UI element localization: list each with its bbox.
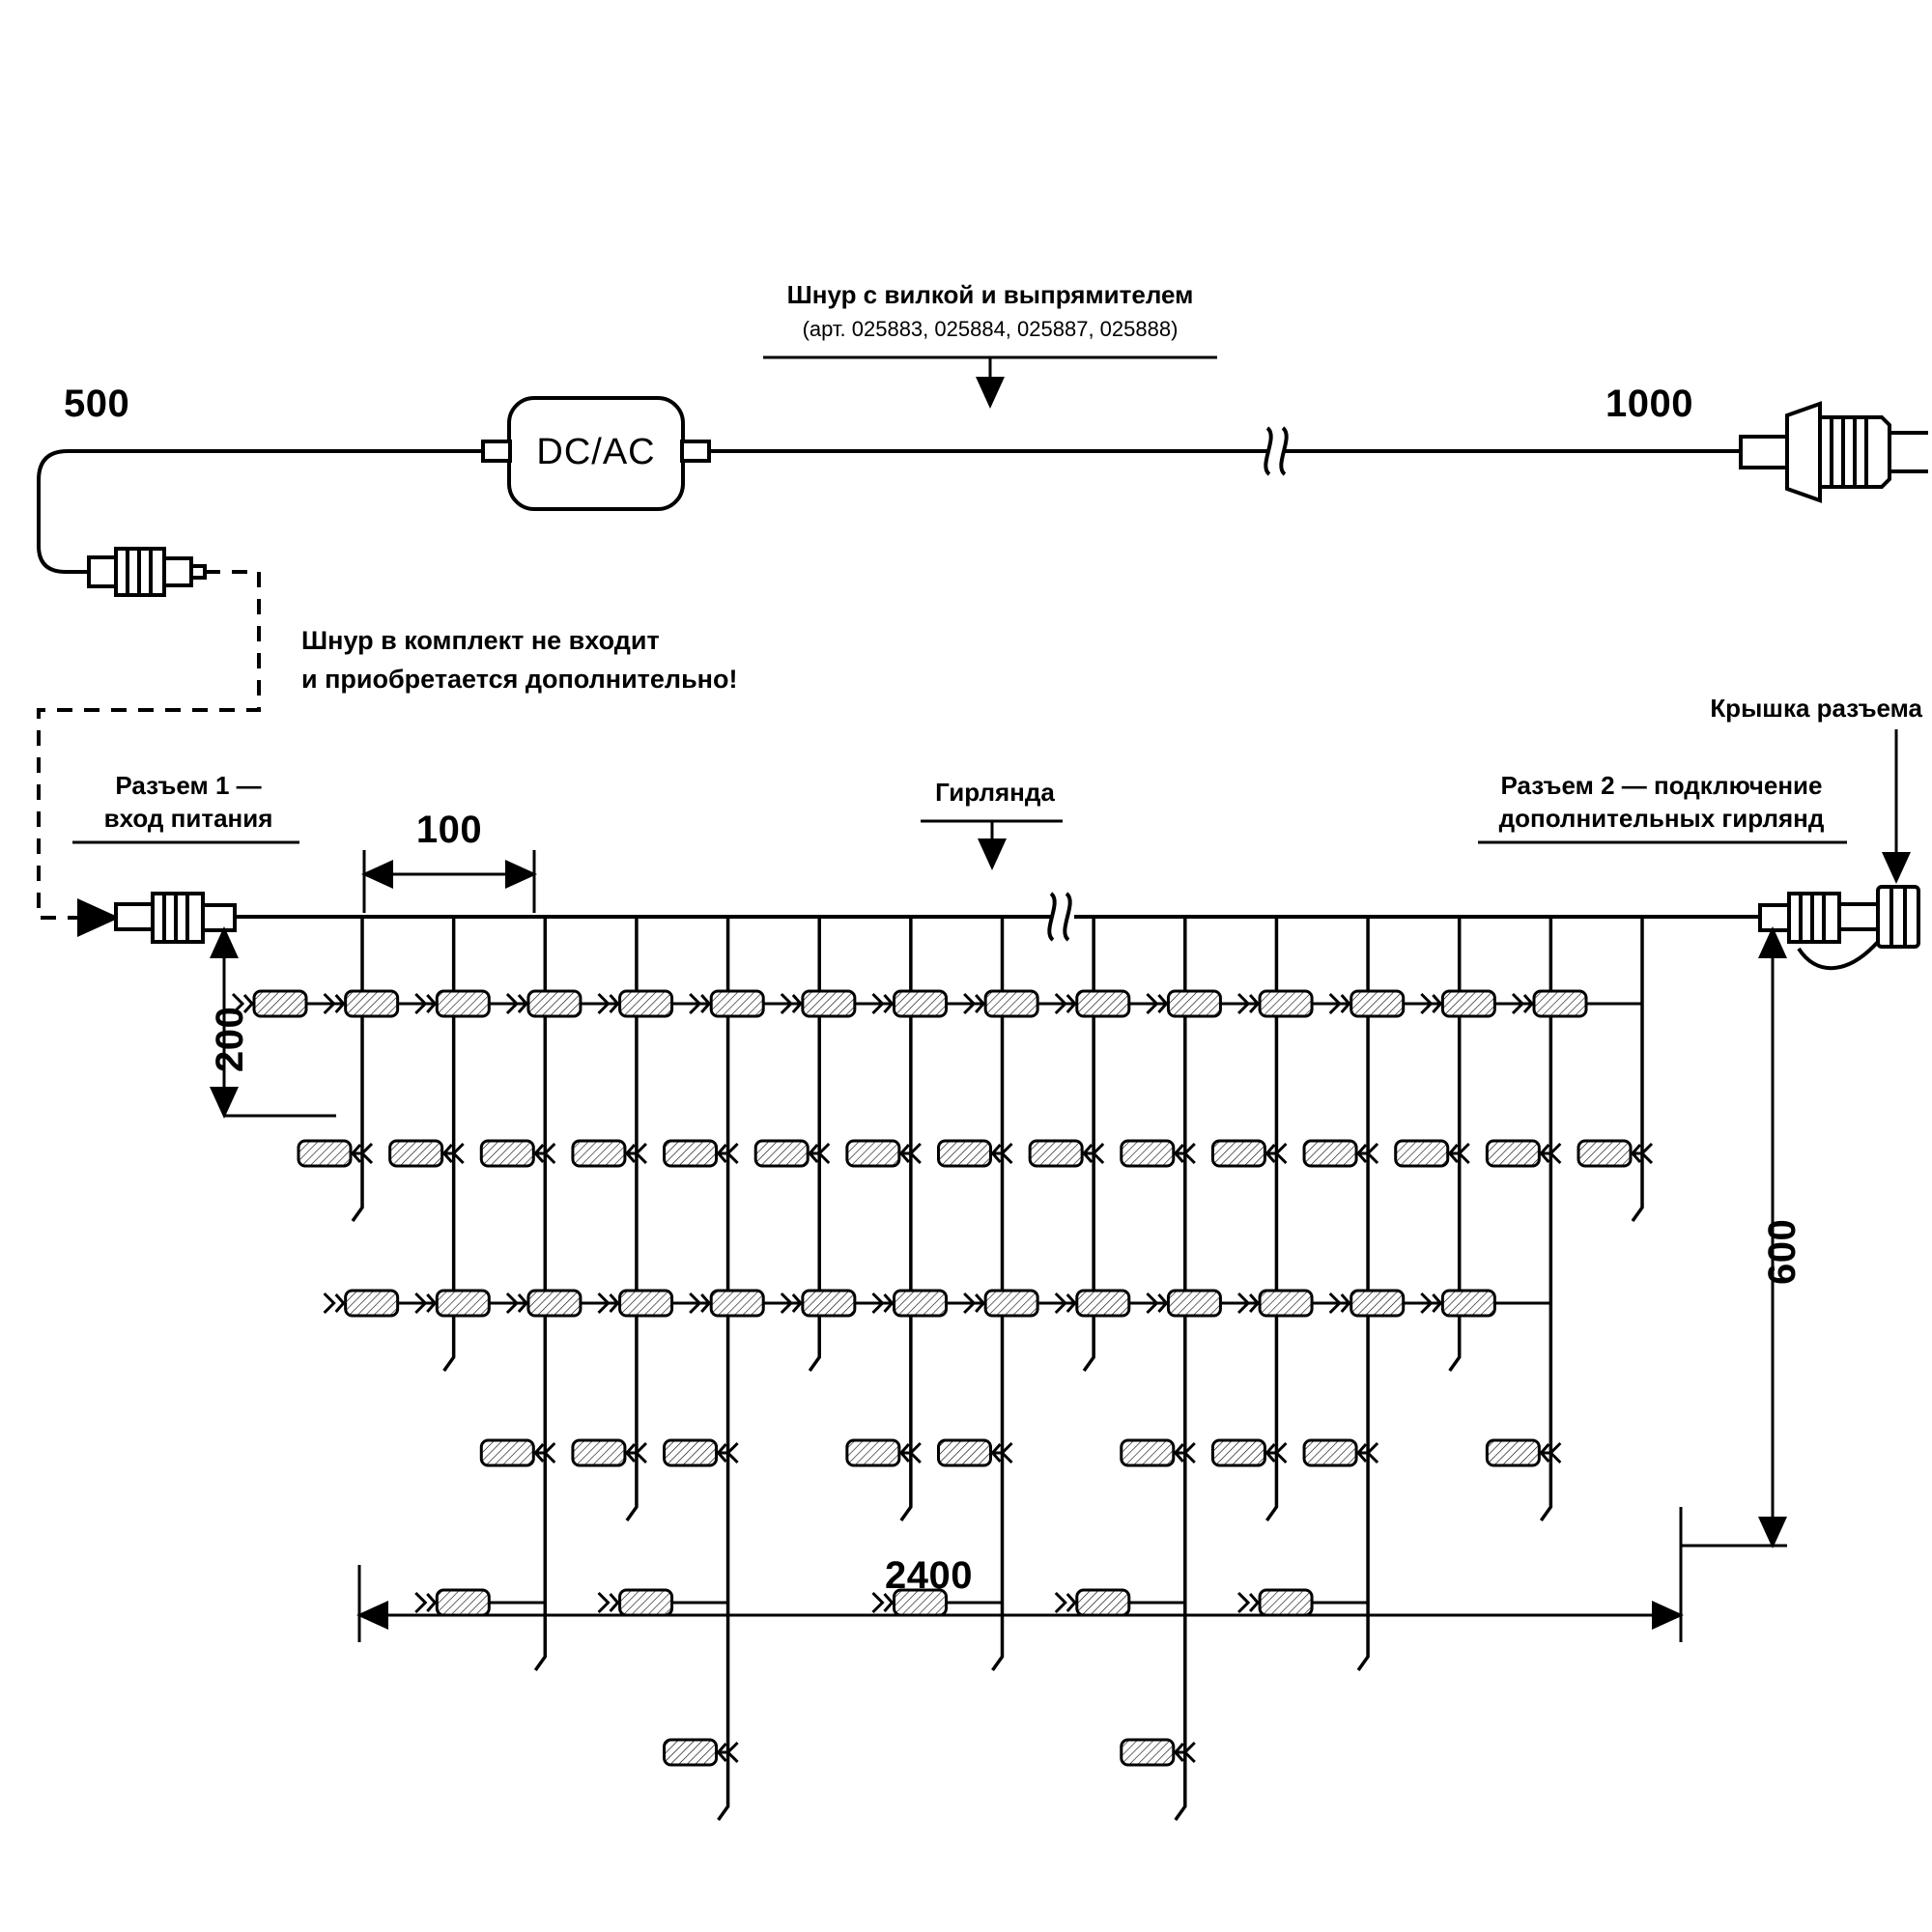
strand-wire (719, 917, 728, 1820)
dim-plug-cord: 1000 (1605, 383, 1693, 425)
led-lamp (415, 1590, 545, 1615)
note-line-1: Шнур в комплект не входит (301, 626, 660, 655)
connector1-label-line1: Разъем 1 — (115, 771, 262, 800)
strand-wire (353, 917, 362, 1221)
led-lamp (1421, 1291, 1550, 1316)
garland-connector-2 (1760, 894, 1878, 942)
power-cord-connector (89, 549, 205, 595)
strand-wire (1176, 917, 1185, 1820)
dim-total-width: 2400 (885, 1554, 973, 1597)
optional-cord-route (39, 572, 259, 918)
connector1-label-line2: вход питания (103, 804, 273, 833)
dim-left-cord: 500 (64, 383, 130, 425)
led-lamp (1513, 991, 1642, 1016)
dim-pitch: 100 (415, 809, 483, 851)
mains-plug (1741, 404, 1928, 500)
cord-article-label: (арт. 025883, 025884, 025887, 025888) (802, 317, 1179, 341)
led-lamp (599, 1590, 728, 1615)
dim-first-drop: 200 (209, 1006, 251, 1072)
garland-connector-1 (116, 894, 235, 942)
garland-main-wire (235, 894, 1760, 940)
adapter-label: DC/AC (536, 432, 656, 472)
cap-label: Крышка разъема (1710, 694, 1922, 723)
connector2-label-line1: Разъем 2 — подключение (1500, 771, 1823, 800)
dim-total-height: 600 (1761, 1218, 1804, 1285)
garland-label: Гирлянда (935, 778, 1055, 807)
dimension-lines (224, 850, 1787, 1642)
cord-title-label: Шнур с вилкой и выпрямителем (786, 280, 1194, 309)
strand-wire (1633, 917, 1642, 1221)
led-strands (233, 917, 1652, 1820)
led-lamp (1238, 1590, 1368, 1615)
led-lamp (1056, 1590, 1185, 1615)
connector2-label-line2: дополнительных гирлянд (1498, 804, 1825, 833)
note-line-2: и приобретается дополнительно! (301, 665, 738, 694)
power-cord-group (39, 398, 1741, 572)
